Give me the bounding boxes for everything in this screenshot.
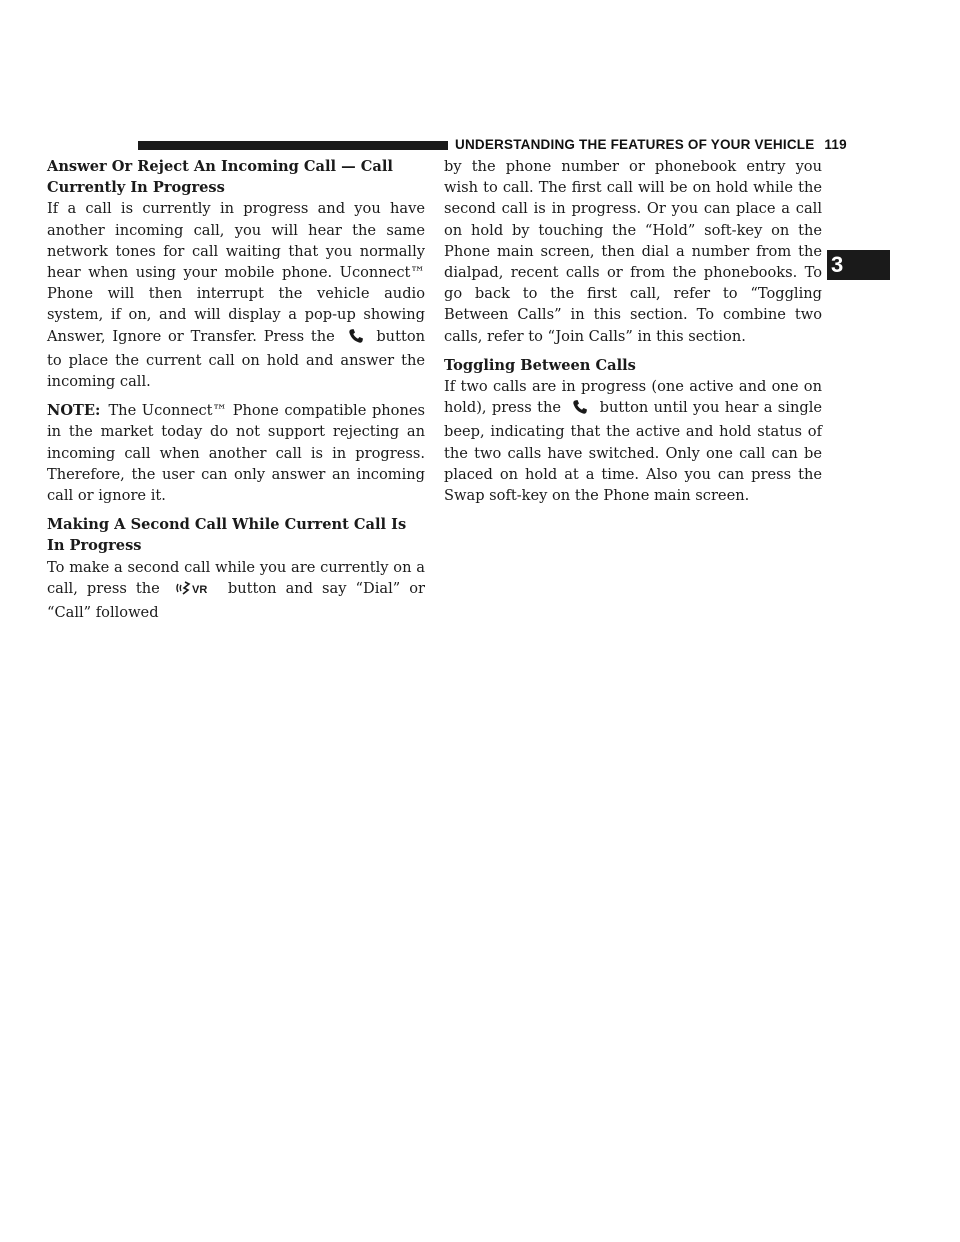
paragraph-second-call: To make a second call while you are currently on a call, press the VR button and say “Dial” or “Call” followed: [47, 558, 425, 622]
phone-handset-icon: [572, 399, 588, 421]
voice-label: VR: [191, 583, 208, 596]
heading-second-call: Making A Second Call While Current Call Is In Progress: [47, 516, 407, 555]
phone-handset-icon: [348, 328, 364, 350]
paragraph-continued: by the phone number or phonebook entry you wish to call. The first call will be on hold while the second call is in progress. Or you can place a call on hold by touching the “Hold” soft-key on the Phone main screen, then dial a number from the dialpad, recent calls or from the phonebooks. To go back to the first call, refer to “Toggling Between Calls” in this section. To combine two calls, refer to “Join Calls” in this section.: [444, 158, 822, 345]
heading-toggling: Toggling Between Calls: [444, 356, 636, 374]
header-rule: [138, 141, 448, 150]
running-header: [455, 137, 847, 152]
right-column: [444, 156, 822, 514]
note-paragraph: NOTE: The Uconnect™ Phone compatible phones in the market today do not support rejecting an incoming call when another call is in progress. Therefore, the user can only answer an incoming call or ignore it.: [47, 402, 425, 505]
section-title: UNDERSTANDING THE FEATURES OF YOUR VEHICLE: [455, 137, 815, 152]
page-number: 119: [824, 137, 847, 152]
paragraph-call-waiting: If a call is currently in progress and you have another incoming call, you will hear the same network tones for call waiting that you normally hear when using your mobile phone. Uconnect™ Phone will then interrupt the vehicle audio system, if on, and will display a pop-up showing Answer, Ignore or Transfer. Press the button to place the current call on hold and answer the incoming call.: [47, 200, 425, 391]
note-label: NOTE:: [47, 402, 101, 420]
voice-command-icon: [175, 580, 213, 602]
chapter-tab: 3: [827, 250, 890, 280]
paragraph-toggling: If two calls are in progress (one active and one on hold), press the button until you hear a single beep, indicating that the active and hold status of the two calls have switched. Only one call can be placed on hold at a time. Also you can press the Swap soft-key on the Phone main screen.: [444, 378, 822, 505]
left-column: [47, 156, 425, 631]
heading-answer-reject: Answer Or Reject An Incoming Call — Call Currently In Progress: [47, 158, 393, 197]
